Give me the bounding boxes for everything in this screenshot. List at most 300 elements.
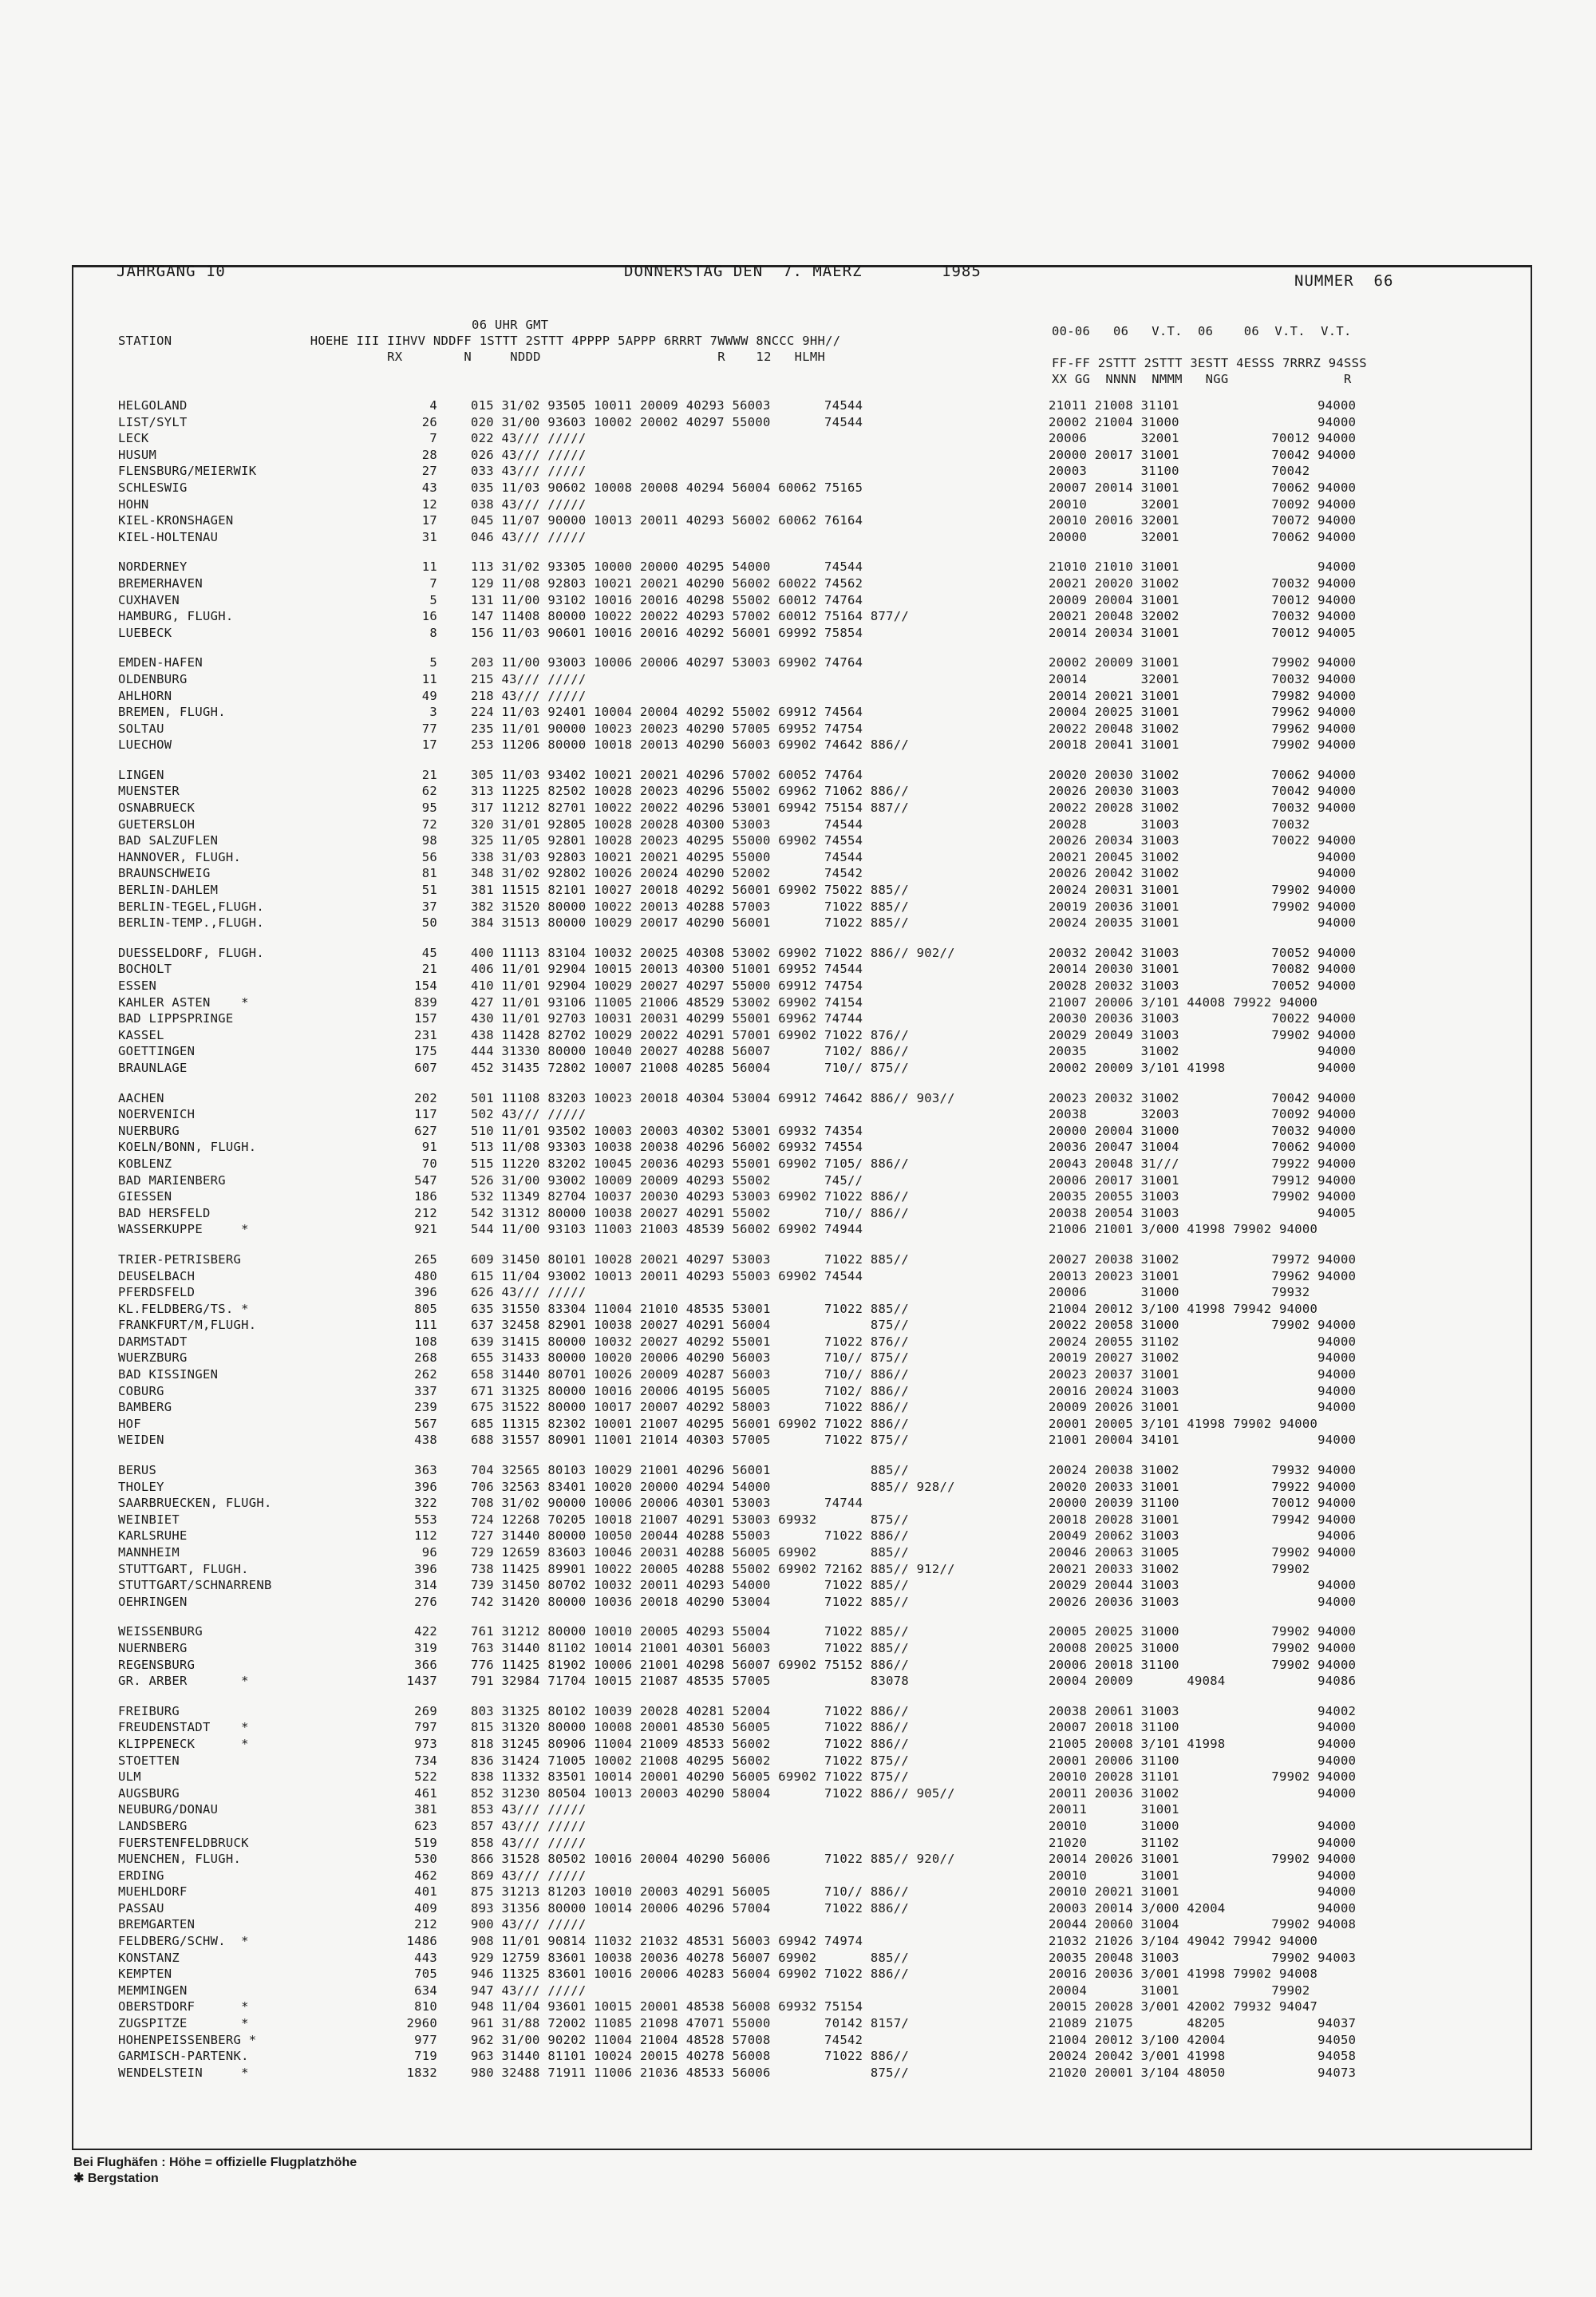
synop-values: 427 11/01 93106 11005 21006 48529 53002 69902 74154 [471,994,863,1010]
supplementary-values: 20021 20045 31002 94000 [1049,849,1357,864]
synop-values: 963 31440 81101 10024 20015 40278 56008 71022 886// [471,2049,910,2064]
station-name: STUTTGART/SCHNARRENB [118,1578,272,1593]
table-row [118,576,1529,593]
supplementary-values: 20015 20028 3/001 42002 79932 94047 [1049,1999,1318,2014]
station-name: LANDSBERG [118,1818,188,1833]
supplementary-values: 20014 20034 31001 70012 94005 [1049,625,1357,640]
synop-values: 325 11/05 92801 10028 20023 40295 55000 69902 74554 [471,833,863,848]
supplementary-values: 20024 20055 31102 94000 [1049,1334,1357,1349]
supplementary-values: 20043 20048 31/// 79922 94000 [1049,1156,1357,1171]
table-row [118,833,1529,850]
station-name: EMDEN-HAFEN [118,655,203,670]
supplementary-values: 20021 20033 31002 79902 [1049,1561,1310,1576]
station-elevation: 45 [421,945,437,960]
station-name: ULM [118,1769,141,1785]
supplementary-values: 20011 20036 31002 94000 [1049,1785,1357,1801]
synop-values: 438 11428 82702 10029 20022 40291 57001 69902 71022 876// [471,1027,910,1042]
synop-values: 836 31424 71005 10002 21008 40295 56002 71022 875// [471,1753,910,1768]
synop-values: 253 11206 80000 10018 20013 40290 56003 69902 74642 886// [471,737,910,753]
synop-values: 033 43/// ///// [471,464,587,479]
synop-values: 305 11/03 93402 10021 20021 40296 57002 60052 74764 [471,767,863,782]
supplementary-values: 20004 20009 49084 94086 [1049,1674,1357,1689]
table-row [118,1983,1529,2000]
supplementary-values: 21001 20004 34101 94000 [1049,1433,1357,1448]
table-row [118,448,1529,465]
synop-values: 857 43/// ///// [471,1818,587,1833]
table-row [118,1107,1529,1124]
station-name: BREMERHAVEN [118,575,203,591]
table-row [118,689,1529,706]
station-elevation: 319 [414,1640,437,1655]
station-name: DARMSTADT [118,1334,188,1349]
synop-values: 015 31/02 93505 10011 20009 40293 56003 74544 [471,398,863,413]
table-row [118,398,1529,415]
supplementary-values: 20013 20023 31001 79962 94000 [1049,1268,1357,1283]
station-elevation: 21 [421,767,437,782]
supplementary-values: 20000 32001 70062 94000 [1049,529,1357,544]
station-elevation: 43 [421,480,437,495]
table-row [118,1350,1529,1367]
station-elevation: 17 [421,737,437,753]
synop-values: 038 43/// ///// [471,496,587,512]
supplementary-values: 20006 20017 31001 79912 94000 [1049,1172,1357,1188]
synop-values: 430 11/01 92703 10031 20031 40299 55001 69962 74744 [471,1011,863,1026]
station-name: LINGEN [118,767,164,782]
supplementary-values: 20024 20031 31001 79902 94000 [1049,883,1357,898]
table-row [118,1951,1529,1967]
table-row [118,1562,1529,1579]
supplementary-values: 20007 20018 31100 94000 [1049,1720,1357,1735]
table-row [118,784,1529,801]
station-name: KAHLER ASTEN * [118,994,249,1010]
synop-values: 838 11332 83501 10014 20001 40290 56005 69902 71022 875// [471,1769,910,1785]
station-elevation: 363 [414,1463,437,1478]
footnote-mountain-station: ✱ Bergstation [73,2172,159,2185]
synop-values: 235 11/01 90000 10023 20023 40290 57005 69952 74754 [471,721,863,736]
table-row [118,1156,1529,1173]
station-name: STUTTGART, FLUGH. [118,1561,249,1576]
table-row [118,2016,1529,2033]
supplementary-values: 20009 20026 31001 94000 [1049,1400,1357,1415]
table-row [118,850,1529,867]
supplementary-values: 20030 20036 31003 70022 94000 [1049,1011,1357,1026]
supplementary-values: 20002 20009 3/101 41998 94000 [1049,1060,1357,1075]
table-row [118,737,1529,754]
synop-values: 035 11/03 90602 10008 20008 40294 56004 60062 75165 [471,480,863,495]
supplementary-values: 20023 20037 31001 94000 [1049,1367,1357,1382]
station-name: HUSUM [118,447,157,462]
station-name: FREIBURG [118,1703,180,1718]
station-name: BREMGARTEN [118,1917,196,1932]
station-name: HOHN [118,496,149,512]
station-elevation: 607 [414,1060,437,1075]
station-elevation: 553 [414,1512,437,1527]
table-row [118,817,1529,834]
station-name: MEMMINGEN [118,1983,188,1998]
station-name: PASSAU [118,1900,164,1915]
table-row [118,1704,1529,1721]
station-group [118,398,1529,546]
table-row [118,1091,1529,1108]
supplementary-values: 20000 20004 31000 70032 94000 [1049,1123,1357,1138]
station-name: FELDBERG/SCHW. * [118,1934,249,1949]
station-name: WUERZBURG [118,1350,188,1366]
synop-values: 515 11220 83202 10045 20036 40293 55001 69902 7105/ 886// [471,1156,910,1171]
synop-values: 947 43/// ///// [471,1983,587,1998]
supplementary-values: 20032 20042 31003 70052 94000 [1049,945,1357,960]
supplementary-values: 21032 21026 3/104 49042 79942 94000 [1049,1934,1318,1949]
station-group [118,559,1529,642]
station-name: OLDENBURG [118,671,188,686]
synop-values: 156 11/03 90601 10016 20016 40292 56001 69992 75854 [471,625,863,640]
supplementary-column-headers: 00-06 06 V.T. 06 06 V.T. V.T. FF-FF 2STTT 2STTT 3ESTT 4ESSS 7RRRZ 94SSS XX GG NNNN NMMM NGG R [1052,324,1367,386]
station-elevation: 396 [414,1479,437,1494]
station-elevation: 1486 [406,1934,437,1949]
station-elevation: 381 [414,1802,437,1817]
table-row [118,1512,1529,1529]
table-row [118,1624,1529,1641]
station-name: MANNHEIM [118,1545,180,1560]
station-elevation: 322 [414,1496,437,1511]
station-name: SOLTAU [118,721,164,736]
supplementary-values: 20036 20047 31004 70062 94000 [1049,1140,1357,1155]
synop-values: 980 32488 71911 11006 21036 48533 56006 875// [471,2065,910,2080]
table-row [118,883,1529,899]
supplementary-values: 20026 20034 31003 70022 94000 [1049,833,1357,848]
station-elevation: 112 [414,1528,437,1544]
synop-values: 452 31435 72802 10007 21008 40285 56004 710// 875// [471,1060,910,1075]
station-name: FUERSTENFELDBRUCK [118,1835,249,1850]
synop-values: 671 31325 80000 10016 20006 40195 56005 7102/ 886// [471,1383,910,1398]
supplementary-values: 20007 20014 31001 70062 94000 [1049,480,1357,495]
table-row [118,1753,1529,1770]
supplementary-values: 21010 21010 31001 94000 [1049,559,1357,575]
supplementary-values: 20014 20021 31001 79982 94000 [1049,688,1357,703]
station-elevation: 314 [414,1578,437,1593]
station-elevation: 186 [414,1189,437,1204]
supplementary-values: 20001 20006 31100 94000 [1049,1753,1357,1768]
station-name: WEIDEN [118,1433,164,1448]
supplementary-values: 20011 31001 [1049,1802,1179,1817]
station-name: KLIPPENECK * [118,1736,249,1751]
synop-values: 320 31/01 92805 10028 20028 40300 53003 74544 [471,816,863,832]
synop-values: 742 31420 80000 10036 20018 40290 53004 71022 885// [471,1594,910,1609]
station-name: TRIER-PETRISBERG [118,1251,242,1267]
station-name: WEINBIET [118,1512,180,1527]
supplementary-values: 20028 20032 31003 70052 94000 [1049,978,1357,993]
table-row [118,866,1529,883]
supplementary-values: 21004 20012 3/100 41998 79942 94000 [1049,1301,1318,1316]
station-elevation: 117 [414,1107,437,1122]
supplementary-values: 21011 21008 31101 94000 [1049,398,1357,413]
table-row [118,1318,1529,1334]
supplementary-values: 20020 20033 31001 79922 94000 [1049,1479,1357,1494]
supplementary-values: 21006 21001 3/000 41998 79902 94000 [1049,1222,1318,1237]
table-row [118,1480,1529,1496]
station-name: BOCHOLT [118,962,172,977]
supplementary-values: 20029 20044 31003 94000 [1049,1578,1357,1593]
station-group [118,946,1529,1077]
supplementary-values: 20003 31100 70042 [1049,464,1310,479]
station-group [118,1091,1529,1239]
station-elevation: 480 [414,1268,437,1283]
station-name: ESSEN [118,978,157,993]
station-name: CUXHAVEN [118,592,180,607]
table-row [118,609,1529,626]
synop-values: 218 43/// ///// [471,688,587,703]
synop-values: 727 31440 80000 10050 20044 40288 55003 71022 886// [471,1528,910,1544]
synop-values: 948 11/04 93601 10015 20001 48538 56008 69932 75154 [471,1999,863,2014]
synop-values: 815 31320 80000 10008 20001 48530 56005 71022 886// [471,1720,910,1735]
synop-values: 609 31450 80101 10028 20021 40297 53003 71022 885// [471,1251,910,1267]
station-elevation: 91 [421,1140,437,1155]
station-name: OSNABRUECK [118,801,196,816]
supplementary-values: 20006 32001 70012 94000 [1049,431,1357,446]
supplementary-values: 20019 20036 31001 79902 94000 [1049,899,1357,914]
table-row [118,1384,1529,1401]
station-elevation: 212 [414,1205,437,1220]
synop-values: 803 31325 80102 10039 20028 40281 52004 71022 886// [471,1703,910,1718]
station-group [118,1704,1529,2082]
station-elevation: 1437 [406,1674,437,1689]
synop-values: 045 11/07 90000 10013 20011 40293 56002 60062 76164 [471,513,863,528]
station-elevation: 157 [414,1011,437,1026]
synop-values: 510 11/01 93502 10003 20003 40302 53001 69932 74354 [471,1123,863,1138]
station-elevation: 81 [421,866,437,881]
station-name: REGENSBURG [118,1657,196,1672]
supplementary-values: 20008 20025 31000 79902 94000 [1049,1640,1357,1655]
synop-values: 020 31/00 93603 10002 20002 40297 55000 74544 [471,414,863,429]
synop-values: 704 32565 80103 10029 21001 40296 56001 885// [471,1463,910,1478]
supplementary-values: 20004 31001 79902 [1049,1983,1310,1998]
table-row [118,1819,1529,1836]
table-row [118,626,1529,642]
synop-values: 852 31230 80504 10013 20003 40290 58004 71022 886// 905// [471,1785,955,1801]
table-row [118,768,1529,785]
station-elevation: 519 [414,1835,437,1850]
station-name: HOHENPEISSENBERG * [118,2032,257,2047]
synop-values: 502 43/// ///// [471,1107,587,1122]
supplementary-values: 20022 20058 31000 79902 94000 [1049,1318,1357,1333]
supplementary-values: 20035 20048 31003 79902 94003 [1049,1950,1357,1965]
table-row [118,1868,1529,1885]
synop-values: 900 43/// ///// [471,1917,587,1932]
synop-values: 532 11349 82704 10037 20030 40293 53003 69902 71022 886// [471,1189,910,1204]
station-name: BAMBERG [118,1400,172,1415]
station-name: GARMISCH-PARTENK. [118,2049,249,2064]
supplementary-values: 20029 20049 31003 79902 94000 [1049,1027,1357,1042]
station-elevation: 49 [421,688,437,703]
synop-values: 875 31213 81203 10010 20003 40291 56005 710// 886// [471,1884,910,1900]
station-name: GIESSEN [118,1189,172,1204]
station-elevation: 239 [414,1400,437,1415]
station-name: THOLEY [118,1479,164,1494]
station-elevation: 627 [414,1123,437,1138]
supplementary-values: 21020 20001 3/104 48050 94073 [1049,2065,1357,2080]
station-name: WENDELSTEIN * [118,2065,249,2080]
station-elevation: 396 [414,1561,437,1576]
table-row [118,1124,1529,1141]
table-row [118,962,1529,978]
station-name: KARLSRUHE [118,1528,188,1544]
synop-values: 131 11/00 93102 10016 20016 40298 55002 60012 74764 [471,592,863,607]
synop-values: 724 12268 70205 10018 21007 40291 53003 69932 875// [471,1512,910,1527]
station-elevation: 31 [421,529,437,544]
station-name: SAARBRUECKEN, FLUGH. [118,1496,272,1511]
synop-values: 026 43/// ///// [471,447,587,462]
station-elevation: 810 [414,1999,437,2014]
station-elevation: 21 [421,962,437,977]
station-elevation: 719 [414,2049,437,2064]
station-elevation: 268 [414,1350,437,1366]
table-row [118,722,1529,738]
synop-values: 526 31/00 93002 10009 20009 40293 55002 745// [471,1172,863,1188]
synop-values: 866 31528 80502 10016 20004 40290 56006 71022 885// 920// [471,1852,955,1867]
station-name: KEMPTEN [118,1967,172,1982]
station-elevation: 797 [414,1720,437,1735]
table-row [118,1786,1529,1803]
synop-values: 513 11/08 93303 10038 20038 40296 56002 69932 74554 [471,1140,863,1155]
footnote [73,2155,357,2187]
synop-values: 893 31356 80000 10014 20006 40296 57004 71022 886// [471,1900,910,1915]
supplementary-values: 20022 20028 31002 70032 94000 [1049,801,1357,816]
table-row [118,1595,1529,1611]
station-name: BREMEN, FLUGH. [118,705,226,720]
station-name: NORDERNEY [118,559,188,575]
supplementary-values: 20016 20024 31003 94000 [1049,1383,1357,1398]
station-name: COBURG [118,1383,164,1398]
synop-values: 129 11/08 92803 10021 20021 40290 56002 60022 74562 [471,575,863,591]
synop-values: 908 11/01 90814 11032 21032 48531 56003 69942 74974 [471,1934,863,1949]
station-name: MUEHLDORF [118,1884,188,1900]
supplementary-values: 20014 20026 31001 79902 94000 [1049,1852,1357,1867]
station-name: BRAUNLAGE [118,1060,188,1075]
table-row [118,1417,1529,1433]
supplementary-values: 20024 20042 3/001 41998 94058 [1049,2049,1357,2064]
station-elevation: 50 [421,915,437,931]
synop-values: 444 31330 80000 10040 20027 40288 56007 7102/ 886// [471,1044,910,1059]
supplementary-values: 20020 20030 31002 70062 94000 [1049,767,1357,782]
station-name: BAD HERSFELD [118,1205,211,1220]
supplementary-values: 21004 20012 3/100 42004 94050 [1049,2032,1357,2047]
table-row [118,1222,1529,1239]
table-row [118,1641,1529,1658]
supplementary-values: 20021 20048 32002 70032 94000 [1049,609,1357,624]
station-elevation: 70 [421,1156,437,1171]
synop-values: 763 31440 81102 10014 21001 40301 56003 71022 885// [471,1640,910,1655]
supplementary-values: 20000 20039 31100 70012 94000 [1049,1496,1357,1511]
station-elevation: 401 [414,1884,437,1900]
table-row [118,2049,1529,2066]
supplementary-values: 20035 20055 31003 79902 94000 [1049,1189,1357,1204]
synop-values: 869 43/// ///// [471,1868,587,1883]
station-elevation: 269 [414,1703,437,1718]
station-name: BERLIN-TEMP.,FLUGH. [118,915,265,931]
station-elevation: 175 [414,1044,437,1059]
station-elevation: 96 [421,1545,437,1560]
table-row [118,1400,1529,1417]
supplementary-values: 20049 20062 31003 94006 [1049,1528,1357,1544]
table-row [118,1967,1529,1983]
station-name: HELGOLAND [118,398,188,413]
supplementary-values: 20018 20041 31001 79902 94000 [1049,737,1357,753]
supplementary-values: 20026 20030 31003 70042 94000 [1049,784,1357,799]
table-row [118,415,1529,432]
supplementary-values: 20028 31003 70032 [1049,816,1310,832]
table-row [118,1206,1529,1223]
station-elevation: 72 [421,816,437,832]
station-name: HAMBURG, FLUGH. [118,609,234,624]
table-row [118,1545,1529,1562]
synop-values: 858 43/// ///// [471,1835,587,1850]
station-name: OEHRINGEN [118,1594,188,1609]
synop-values: 655 31433 80000 10020 20006 40290 56003 710// 875// [471,1350,910,1366]
synop-values: 384 31513 80000 10029 20017 40290 56001 71022 885// [471,915,910,931]
station-elevation: 62 [421,784,437,799]
synop-values: 615 11/04 93002 10013 20011 40293 55003 69902 74544 [471,1268,863,1283]
station-name: PFERDSFELD [118,1285,196,1300]
supplementary-values: 20010 31001 94000 [1049,1868,1357,1883]
station-group [118,768,1529,932]
station-name: NUERNBERG [118,1640,188,1655]
synop-values: 317 11212 82701 10022 20022 40296 53001 69942 75154 887// [471,801,910,816]
supplementary-values: 20035 31002 94000 [1049,1044,1357,1059]
supplementary-values: 20019 20027 31002 94000 [1049,1350,1357,1366]
table-row [118,1044,1529,1061]
synop-values: 739 31450 80702 10032 20011 40293 54000 71022 885// [471,1578,910,1593]
station-name: GUETERSLOH [118,816,196,832]
synop-values: 961 31/88 72002 11085 21098 47071 55000 70142 8157/ [471,2016,910,2031]
table-row [118,559,1529,576]
table-row [118,1769,1529,1786]
supplementary-values: 20024 20038 31002 79932 94000 [1049,1463,1357,1478]
station-elevation: 921 [414,1222,437,1237]
synop-values: 962 31/00 90202 11004 21004 48528 57008 74542 [471,2032,863,2047]
issue-number: NUMMER 66 [1294,272,1394,290]
station-name: AACHEN [118,1090,164,1105]
table-row [118,1674,1529,1690]
synop-values: 215 43/// ///// [471,671,587,686]
station-elevation: 154 [414,978,437,993]
table-row [118,2066,1529,2082]
table-row [118,1852,1529,1868]
station-name: DUESSELDORF, FLUGH. [118,945,265,960]
station-elevation: 977 [414,2032,437,2047]
station-name: FREUDENSTADT * [118,1720,249,1735]
supplementary-values: 20014 32001 70032 94000 [1049,671,1357,686]
station-elevation: 396 [414,1285,437,1300]
table-row [118,1528,1529,1545]
station-name: LUEBECK [118,625,172,640]
table-row [118,1802,1529,1819]
synop-values: 147 11408 80000 10022 20022 40293 57002 60012 75164 877// [471,609,910,624]
supplementary-values: 21089 21075 48205 94037 [1049,2016,1357,2031]
supplementary-values: 20024 20035 31001 94000 [1049,915,1357,931]
station-name: BERUS [118,1463,157,1478]
table-row [118,1463,1529,1480]
station-elevation: 366 [414,1657,437,1672]
table-row [118,1334,1529,1351]
table-row [118,995,1529,1012]
table-row [118,1302,1529,1319]
table-row [118,1720,1529,1737]
supplementary-values: 20009 20004 31001 70012 94000 [1049,592,1357,607]
synop-values: 381 11515 82101 10027 20018 40292 56001 69902 75022 885// [471,883,910,898]
station-elevation: 5 [429,592,437,607]
supplementary-values: 20038 32003 70092 94000 [1049,1107,1357,1122]
station-elevation: 265 [414,1251,437,1267]
table-row [118,705,1529,722]
